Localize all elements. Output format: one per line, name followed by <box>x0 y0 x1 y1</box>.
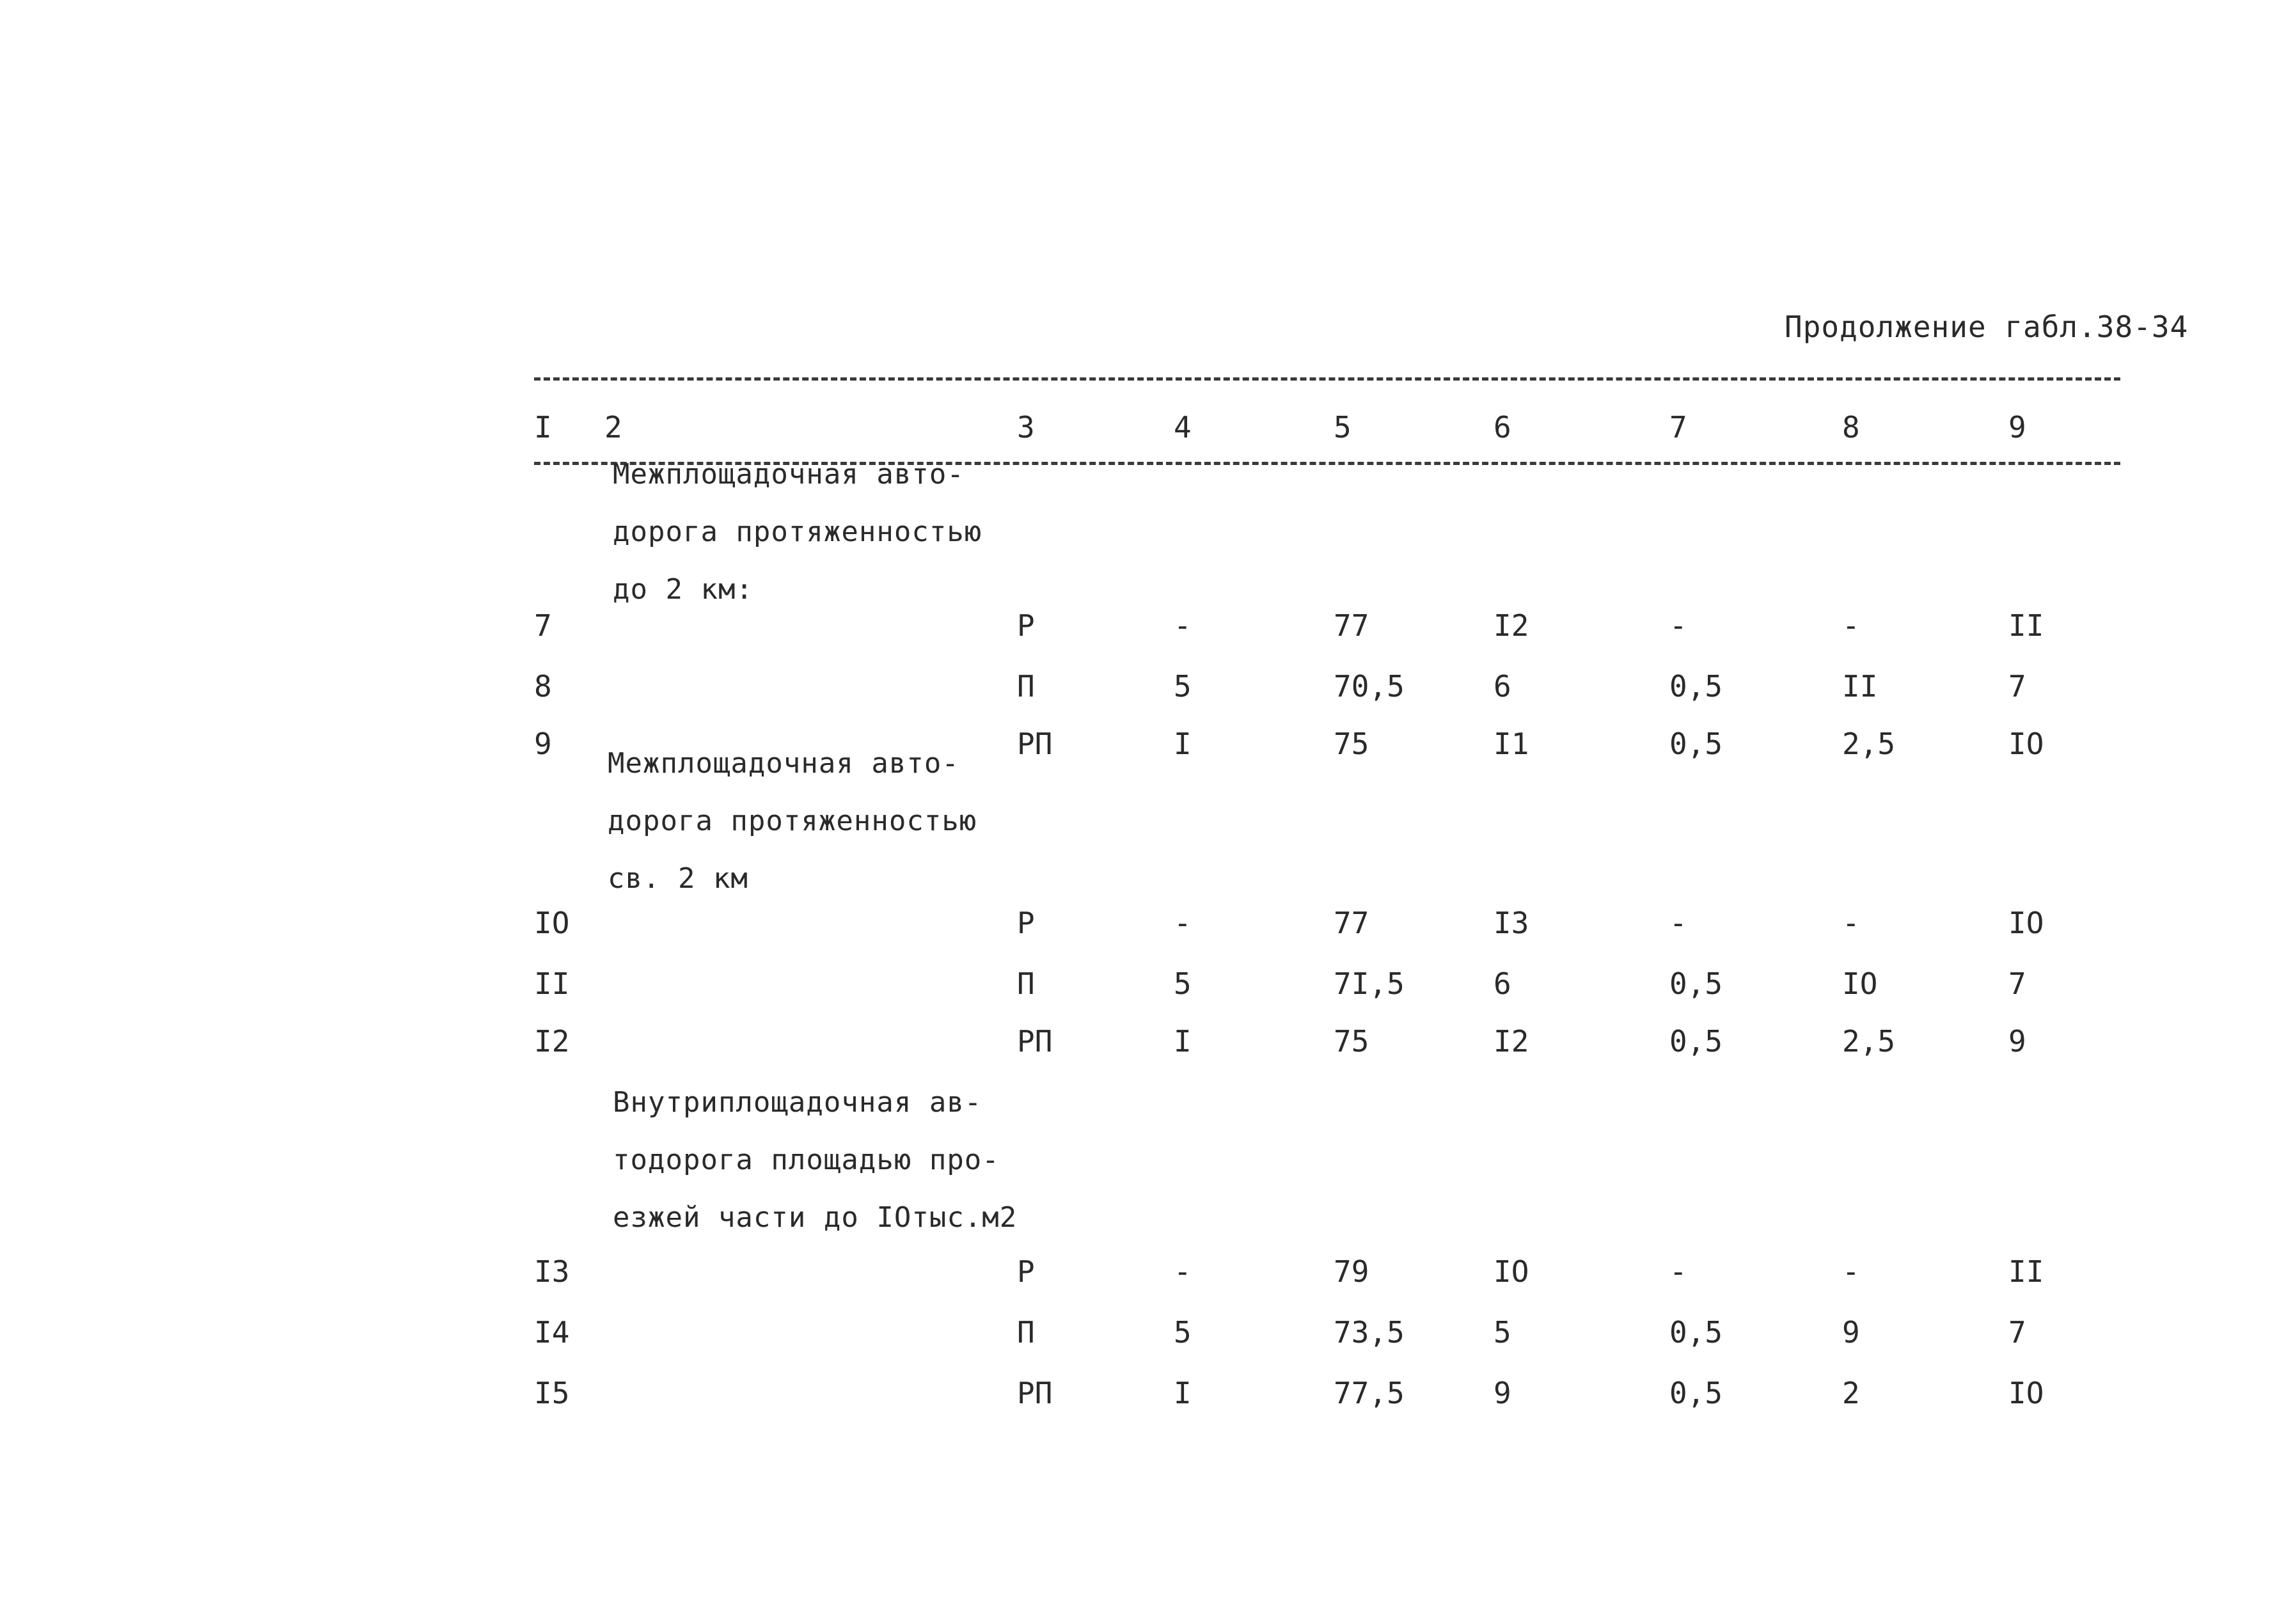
section-1-description-line: до 2 км: <box>613 573 753 606</box>
table-cell-c6: 5 <box>1494 1315 1511 1350</box>
table-cell-type: П <box>1017 1315 1035 1350</box>
table-cell-c9: IO <box>2008 1376 2044 1410</box>
table-cell-c7: 0,5 <box>1669 1315 1723 1350</box>
table-cell-no: I5 <box>534 1376 570 1410</box>
table-cell-c4: 5 <box>1174 966 1192 1001</box>
table-cell-c5: 77,5 <box>1334 1376 1405 1410</box>
table-cell-c7: 0,5 <box>1669 669 1723 704</box>
table-cell-c8: - <box>1842 906 1860 940</box>
table-cell-c7: - <box>1669 1254 1687 1289</box>
table-cell-c6: I1 <box>1494 727 1529 761</box>
column-header-9: 9 <box>2008 410 2026 445</box>
table-cell-no: I3 <box>534 1254 570 1289</box>
header-top-rule <box>534 377 2120 381</box>
table-cell-c8: IO <box>1842 966 1878 1001</box>
table-cell-c7: 0,5 <box>1669 966 1723 1001</box>
table-cell-type: РП <box>1017 1376 1053 1410</box>
table-cell-no: 8 <box>534 669 552 704</box>
table-cell-c9: 9 <box>2008 1024 2026 1059</box>
table-cell-no: IO <box>534 906 570 940</box>
table-cell-c8: - <box>1842 608 1860 643</box>
table-cell-c4: 5 <box>1174 1315 1192 1350</box>
table-cell-c7: 0,5 <box>1669 727 1723 761</box>
table-cell-c8: 2,5 <box>1842 1024 1896 1059</box>
table-cell-c5: 75 <box>1334 1024 1369 1059</box>
column-header-4: 4 <box>1174 410 1192 445</box>
table-continuation-caption: Продолжение габл.38-34 <box>1785 310 2189 344</box>
table-cell-c8: 2,5 <box>1842 727 1896 761</box>
table-cell-c9: 7 <box>2008 669 2026 704</box>
table-cell-c4: I <box>1174 1376 1192 1410</box>
column-header-8: 8 <box>1842 410 1860 445</box>
table-cell-c5: 7I,5 <box>1334 966 1405 1001</box>
section-2-description-line: Межплощадочная авто- <box>608 747 959 780</box>
table-cell-c6: I2 <box>1494 608 1529 643</box>
table-cell-c4: I <box>1174 1024 1192 1059</box>
table-cell-c5: 77 <box>1334 608 1369 643</box>
table-cell-c6: IO <box>1494 1254 1529 1289</box>
section-1-description-line: Межплощадочная авто- <box>613 458 965 491</box>
table-cell-c5: 79 <box>1334 1254 1369 1289</box>
table-cell-c7: - <box>1669 608 1687 643</box>
column-header-3: 3 <box>1017 410 1035 445</box>
table-cell-c5: 73,5 <box>1334 1315 1405 1350</box>
section-3-description-line: Внутриплощадочная ав- <box>613 1086 982 1119</box>
table-cell-c8: 2 <box>1842 1376 1860 1410</box>
table-cell-c8: II <box>1842 669 1878 704</box>
column-header-2: 2 <box>604 410 622 445</box>
table-cell-type: Р <box>1017 1254 1035 1289</box>
table-cell-c9: II <box>2008 1254 2044 1289</box>
table-cell-c5: 75 <box>1334 727 1369 761</box>
section-3-description-line: езжей части до IOтыс.м2 <box>613 1201 1018 1234</box>
table-cell-c7: - <box>1669 906 1687 940</box>
table-cell-c4: - <box>1174 906 1192 940</box>
column-header-1: I <box>534 410 552 445</box>
section-2-description-line: дорога протяженностью <box>608 805 977 837</box>
table-cell-no: 7 <box>534 608 552 643</box>
table-cell-c9: IO <box>2008 727 2044 761</box>
column-header-7: 7 <box>1669 410 1687 445</box>
table-cell-c6: 9 <box>1494 1376 1511 1410</box>
section-3-description-line: тодорога площадью про- <box>613 1144 1000 1176</box>
table-cell-no: I4 <box>534 1315 570 1350</box>
table-cell-c8: 9 <box>1842 1315 1860 1350</box>
table-cell-c5: 77 <box>1334 906 1369 940</box>
table-cell-type: П <box>1017 966 1035 1001</box>
table-cell-no: I2 <box>534 1024 570 1059</box>
table-cell-c9: 7 <box>2008 966 2026 1001</box>
table-cell-c6: I3 <box>1494 906 1529 940</box>
table-cell-no: 9 <box>534 727 552 761</box>
table-cell-c4: 5 <box>1174 669 1192 704</box>
table-cell-c6: 6 <box>1494 966 1511 1001</box>
table-cell-c6: 6 <box>1494 669 1511 704</box>
table-cell-type: РП <box>1017 1024 1053 1059</box>
table-cell-type: П <box>1017 669 1035 704</box>
section-2-description-line: св. 2 км <box>608 862 748 895</box>
table-cell-c9: II <box>2008 608 2044 643</box>
table-cell-c6: I2 <box>1494 1024 1529 1059</box>
table-cell-c8: - <box>1842 1254 1860 1289</box>
table-cell-type: Р <box>1017 906 1035 940</box>
table-cell-c7: 0,5 <box>1669 1376 1723 1410</box>
table-cell-c5: 70,5 <box>1334 669 1405 704</box>
column-header-6: 6 <box>1494 410 1511 445</box>
table-cell-type: РП <box>1017 727 1053 761</box>
section-1-description-line: дорога протяженностью <box>613 516 982 548</box>
table-cell-c4: - <box>1174 608 1192 643</box>
column-header-5: 5 <box>1334 410 1352 445</box>
table-cell-no: II <box>534 966 570 1001</box>
table-cell-c7: 0,5 <box>1669 1024 1723 1059</box>
table-cell-c9: IO <box>2008 906 2044 940</box>
table-cell-type: Р <box>1017 608 1035 643</box>
table-cell-c4: I <box>1174 727 1192 761</box>
table-cell-c4: - <box>1174 1254 1192 1289</box>
table-cell-c9: 7 <box>2008 1315 2026 1350</box>
